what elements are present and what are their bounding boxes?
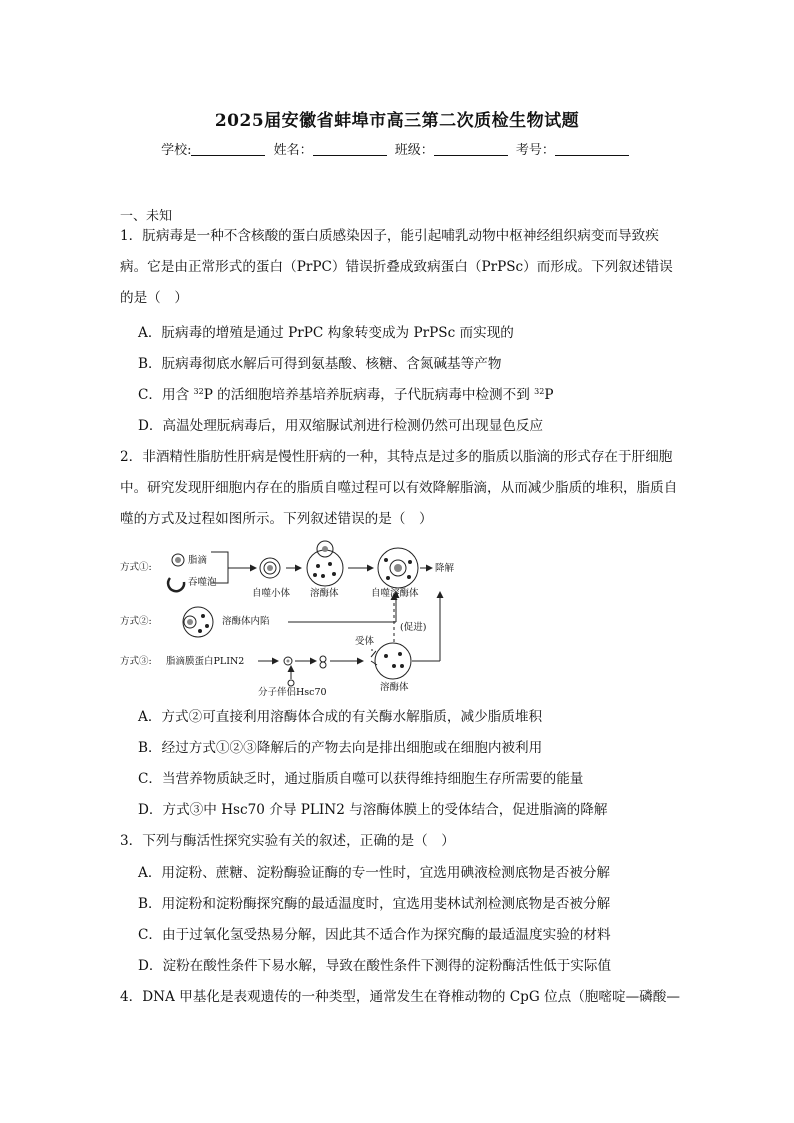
q1-option-d: D．高温处理朊病毒后，用双缩脲试剂进行检测仍然可出现显色反应 bbox=[138, 418, 544, 434]
diagram-mode1-label: 方式①: bbox=[120, 562, 152, 573]
diagram-hsc70-label: 分子伴侣Hsc70 bbox=[258, 687, 327, 698]
diagram-mode3-label: 方式③: bbox=[120, 656, 152, 667]
diagram-plin2-label: 脂滴膜蛋白PLIN2 bbox=[166, 656, 245, 667]
q3-stem: 3．下列与酶活性探究实验有关的叙述，正确的是（ ） bbox=[120, 833, 455, 849]
q3-option-b: B．用淀粉和淀粉酶探究酶的最适温度时，宜选用斐林试剂检测底物是否被分解 bbox=[138, 896, 611, 912]
q2-option-b: B．经过方式①②③降解后的产物去向是排出细胞或在细胞内被利用 bbox=[138, 740, 543, 756]
q2-stem: 2．非酒精性脂肪性肝病是慢性肝病的一种，其特点是过多的脂质以脂滴的形式存在于肝细胞中。研究发现肝细胞内存在的脂质自噬过程可以有效降解脂滴，从而减少脂质的堆积，脂质自噬的方式及过程如图所示。下列叙述错误的是（ ） bbox=[120, 449, 678, 527]
diagram-promote-label: (促进) bbox=[400, 622, 427, 633]
q4-stem: 4．DNA 甲基化是表观遗传的一种类型，通常发生在脊椎动物的 CpG 位点（胞嘧啶—磷酸— bbox=[120, 989, 680, 1005]
q1-option-c-pre: C．用含 bbox=[138, 387, 194, 403]
student-info-line bbox=[0, 139, 794, 158]
q1-option-c-post: P bbox=[544, 387, 554, 403]
page-title: 2025届安徽省蚌埠市高三第二次质检生物试题 bbox=[214, 111, 580, 131]
q3-option-a: A．用淀粉、蔗糖、淀粉酶验证酶的专一性时，宜选用碘液检测底物是否被分解 bbox=[138, 865, 611, 881]
class-label: 班级： bbox=[394, 143, 434, 158]
diagram-degrade-label: 降解 bbox=[435, 563, 455, 574]
q1-option-c-mid: P 的活细胞培养基培养朊病毒，子代朊病毒中检测不到 bbox=[203, 387, 535, 403]
diagram-autolysosome-label: 自噬溶酶体 bbox=[371, 588, 419, 599]
school-label: 学校: bbox=[161, 143, 192, 158]
lipophagy-svg bbox=[118, 538, 468, 698]
name-label: 姓名： bbox=[273, 143, 313, 158]
q1-option-c bbox=[138, 383, 554, 403]
q2-option-c: C．当营养物质缺乏时，通过脂质自噬可以获得维持细胞生存所需要的能量 bbox=[138, 771, 584, 787]
diagram-mode2-label: 方式②: bbox=[120, 616, 152, 627]
diagram-receptor-label: 受体 bbox=[355, 636, 375, 647]
hsc70-icon bbox=[288, 680, 294, 686]
diagram-invagination-label: 溶酶体内陷 bbox=[222, 616, 270, 627]
lipophagy-diagram bbox=[118, 538, 468, 702]
q1-option-c-sup1: 32 bbox=[193, 387, 204, 396]
diagram-autophagosome-label: 自噬小体 bbox=[252, 588, 291, 599]
q3-option-c: C．由于过氧化氢受热易分解，因此其不适合作为探究酶的最适温度实验的材料 bbox=[138, 927, 611, 943]
number-label: 考号： bbox=[515, 143, 555, 158]
q3-option-d: D．淀粉在酸性条件下易水解，导致在酸性条件下测得的淀粉酶活性低于实际值 bbox=[138, 958, 612, 974]
number-blank bbox=[555, 142, 629, 156]
q1-option-c-sup2: 32 bbox=[534, 387, 545, 396]
diagram-lysosome2-label: 溶酶体 bbox=[380, 682, 409, 693]
name-blank bbox=[313, 142, 387, 156]
q1-option-b: B．朊病毒彻底水解后可得到氨基酸、核糖、含氮碱基等产物 bbox=[138, 356, 502, 372]
q2-option-a: A．方式②可直接利用溶酶体合成的有关酶水解脂质，减少脂质堆积 bbox=[138, 709, 543, 725]
q2-option-d: D．方式③中 Hsc70 介导 PLIN2 与溶酶体膜上的受体结合，促进脂滴的降解 bbox=[138, 802, 608, 818]
diagram-lipid-droplet-label: 脂滴 bbox=[188, 555, 208, 566]
phagophore-icon bbox=[168, 578, 184, 591]
q1-stem: 1．朊病毒是一种不含核酸的蛋白质感染因子，能引起哺乳动物中枢神经组织病变而导致疾病。它是由正常形式的蛋白（PrPC）错误折叠成致病蛋白（PrPSc）而形成。下列叙述错误的是（ ） bbox=[120, 228, 673, 306]
lysosome-icon bbox=[307, 550, 343, 586]
lysosome-mode3-icon bbox=[375, 643, 411, 679]
diagram-phagophore-label: 吞噬泡 bbox=[188, 577, 217, 588]
diagram-lysosome-label: 溶酶体 bbox=[310, 588, 339, 599]
section-heading: 一、未知 bbox=[120, 209, 173, 224]
q1-option-a: A．朊病毒的增殖是通过 PrPC 构象转变成为 PrPSc 而实现的 bbox=[138, 325, 514, 341]
class-blank bbox=[434, 142, 508, 156]
school-blank bbox=[191, 142, 265, 156]
